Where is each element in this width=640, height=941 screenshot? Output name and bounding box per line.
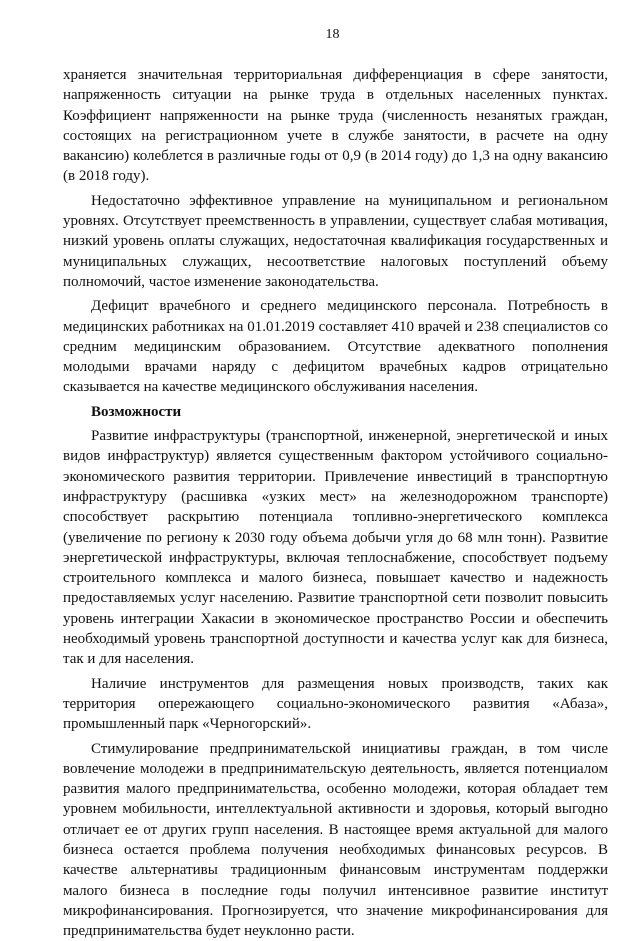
page-number: 18 — [57, 0, 608, 35]
paragraph-production-tools: Наличие инструментов для размещения новых производств, таких как территория опережающего социально-экономического развития «Абаза», промышленный парк «Черногорский». — [63, 674, 608, 735]
paragraph-entrepreneurship: Стимулирование предпринимательской инициативы граждан, в том числе вовлечение молодежи в предпринимательскую деятельность, является потенциалом развития малого предпринимательства, особенно молодежи, которая обладает тем уровнем мобильности, интеллектуальной активности и здоровья, который выгодно отличает ее от других групп населения. В настоящее время актуальной для малого бизнеса остается проблема получения необходимых финансовых ресурсов. В качестве альтернативы традиционным финансовым инструментам поддержки малого бизнеса в последние годы получил интенсивное развитие институт микрофинансирования. Прогнозируется, что значение микрофинансирования для предпринимательства будет неуклонно расти. — [63, 739, 608, 941]
paragraph-medical-staff: Дефицит врачебного и среднего медицинского персонала. Потребность в медицинских работниках на 01.01.2019 составляет 410 врачей и 238 специалистов со средним медицинским образованием. Отсутствие адекватного пополнения молодыми врачами наряду с дефицитом врачебных кадров отрицательно сказывается на качестве медицинского обслуживания населения. — [63, 296, 608, 397]
paragraph-management: Недостаточно эффективное управление на муниципальном и региональном уровнях. Отсутствует преемственность в управлении, существует слабая мотивация, низкий уровень оплаты служащих, недостаточная квалификация государственных и муниципальных служащих, несоответствие налоговых поступлений объему полномочий, частое изменение законодательства. — [63, 191, 608, 292]
body-text — [63, 65, 608, 941]
paragraph-employment: храняется значительная территориальная дифференциация в сфере занятости, напряженность ситуации на рынке труда в отдельных населенных пунктах. Коэффициент напряженности на рынке труда (численность незанятых граждан, состоящих на регистрационном учете в службе занятости, в расчете на одну вакансию) колеблется в различные годы от 0,9 (в 2014 году) до 1,3 на одну вакансию (в 2018 году). — [63, 65, 608, 187]
paragraph-infrastructure: Развитие инфраструктуры (транспортной, инженерной, энергетической и иных видов инфраструктур) является существенным фактором устойчивого социально-экономического развития территории. Привлечение инвестиций в транспортную инфраструктуру (расшивка «узких мест» на железнодорожном транспорте) способствует раскрытию потенциала топливно-энергетического комплекса (увеличение по региону к 2030 году объема добычи угля до 68 млн тонн). Развитие энергетической инфраструктуры, включая теплоснабжение, способствует подъему строительного комплекса и малого бизнеса, повышает качество и надежность предоставляемых услуг населению. Развитие транспортной сети позволит повысить уровень интеграции Хакасии в экономическое пространство России и обеспечить необходимый уровень транспортной доступности и качества услуг как для бизнеса, так и для населения. — [63, 426, 608, 670]
section-heading-opportunities: Возможности — [63, 402, 608, 422]
